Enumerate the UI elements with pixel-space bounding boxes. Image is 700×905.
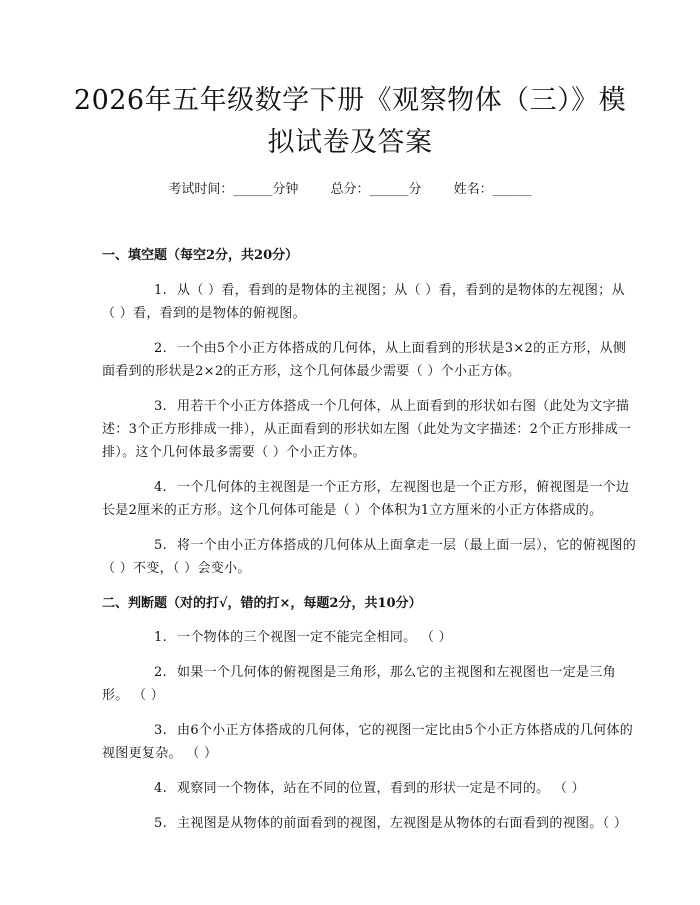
question-item: [102, 661, 638, 707]
question-text: 将一个由小正方体搭成的几何体从上面拿走一层（最上面一层），它的俯视图的（ ）不变，（ ）会变小。: [102, 538, 637, 576]
page-title: 2026年五年级数学下册《观察物体（三）》模拟试卷及答案: [73, 85, 627, 158]
question-text: 由6个小正方体搭成的几何体，它的视图一定比由5个小正方体搭成的几何体的视图更复杂。 （ ）: [102, 723, 634, 761]
question-number: 2.: [154, 341, 168, 356]
question-text: 用若干个小正方体搭成一个几何体，从上面看到的形状如右图（此处为文字描述：3个正方形排成一排），从正面看到的形状如左图（此处为文字描述：2个正方形排成一排）。这个几何体最多需要（ ）个小正方体。: [102, 399, 632, 460]
exam-name-field: 姓名：______: [453, 182, 532, 197]
question-item: [102, 719, 638, 765]
exam-meta: [62, 180, 638, 200]
question-item: [102, 476, 638, 522]
fill-blank-list: [102, 279, 638, 580]
question-item: [102, 812, 638, 835]
true-false-list: [102, 626, 638, 835]
question-number: 4.: [154, 480, 168, 495]
question-number: 5.: [154, 538, 168, 553]
section-title-true-false: 二、判断题（对的打√，错的打×，每题2分，共10分）: [102, 596, 422, 611]
question-number: 5.: [154, 816, 168, 831]
question-text: 主视图是从物体的前面看到的视图，左视图是从物体的右面看到的视图。（ ）: [177, 816, 628, 831]
question-number: 4.: [154, 781, 168, 796]
question-item: [102, 337, 638, 383]
question-number: 2.: [154, 665, 168, 680]
question-text: 一个几何体的主视图是一个正方形，左视图也是一个正方形，俯视图是一个边长是2厘米的正方形。这个几何体可能是（ ）个体积为1立方厘米的小正方体搭成的。: [102, 480, 630, 518]
question-number: 3.: [154, 723, 168, 738]
question-text: 一个由5个小正方体搭成的几何体，从上面看到的形状是3×2的正方形，从侧面看到的形状是2×2的正方形，这个几何体最少需要（ ）个小正方体。: [102, 341, 627, 379]
question-item: [102, 626, 638, 649]
question-item: [102, 777, 638, 800]
exam-time-field: 考试时间：______分钟: [168, 182, 299, 197]
question-text: 一个物体的三个视图一定不能完全相同。 （ ）: [177, 630, 452, 645]
question-text: 从（ ）看，看到的是物体的主视图；从（ ）看，看到的是物体的左视图；从（ ）看，看到的是物体的俯视图。: [102, 283, 625, 321]
question-item: [102, 534, 638, 580]
exam-score-field: 总分：______分: [330, 182, 422, 197]
question-item: [102, 395, 638, 464]
question-item: [102, 279, 638, 325]
question-number: 1.: [154, 283, 168, 298]
question-number: 3.: [154, 399, 168, 414]
question-text: 如果一个几何体的俯视图是三角形，那么它的主视图和左视图也一定是三角形。 （ ）: [102, 665, 616, 703]
question-number: 1.: [154, 630, 168, 645]
section-title-fill-blank: 一、填空题（每空2分，共20分）: [102, 248, 299, 263]
question-text: 观察同一个物体，站在不同的位置，看到的形状一定是不同的。 （ ）: [177, 781, 585, 796]
